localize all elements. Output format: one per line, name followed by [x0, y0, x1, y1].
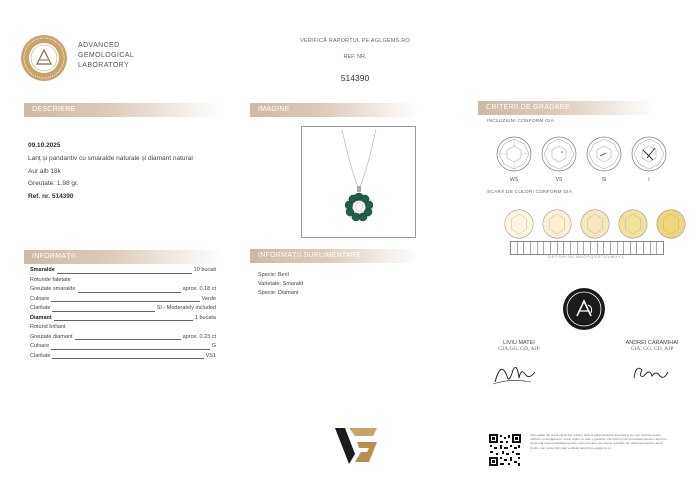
info-row	[30, 333, 216, 343]
supplementary-line: Specie: Beril	[258, 272, 289, 278]
info-value: aprox. 0.18 ct	[182, 286, 216, 292]
leader-line	[51, 349, 209, 350]
info-label: Claritate	[30, 305, 51, 311]
info-value: SI - Moderately included	[156, 305, 216, 311]
signature-icon	[628, 360, 672, 386]
info-table	[30, 266, 216, 361]
leader-line	[52, 311, 154, 312]
diamond-facet-icon	[541, 136, 577, 172]
info-row	[30, 352, 216, 362]
inclusion-vs: VS	[541, 136, 577, 183]
ref-label: REF. NR.	[343, 54, 367, 60]
color-scale-title: SCARĂ DE CULORI CONFORM GIA	[487, 190, 573, 195]
info-label: Rotund briliant	[30, 324, 66, 330]
leader-line	[51, 301, 199, 302]
info-label: Greutate smaralde	[30, 286, 76, 292]
diamond-color-icon	[656, 209, 686, 239]
section-descriere: DESCRIERE	[24, 103, 222, 117]
supplementary-line: Specie: Diamant	[258, 290, 299, 296]
info-row	[30, 342, 216, 352]
ref-value: 514390	[340, 73, 370, 83]
disclaimer-text: Informațiile din acest raport fac referire doar la piatra/bijuteria descrisă și nu sunt ofertate pentru utilizare ca angajament. Acest raport nu este o garanție. Nici AGL și nici semnatarii acestui raport nu își asumă responsabilitatea pentru orice pierdere sau daune rezultate din utilizarea acestui raport. Pentru mai multe informații verificați raportul pe aglgems.ro.	[530, 433, 667, 450]
diamond-color-icon	[580, 209, 610, 239]
inclusion-i: I	[631, 136, 667, 183]
qr-code-icon	[488, 433, 522, 467]
info-value: aprox. 0.23 ct	[182, 333, 216, 340]
color-scale-bar	[510, 241, 664, 255]
diamond-color-icon	[542, 209, 572, 239]
info-value: VS1	[205, 352, 216, 359]
info-row	[30, 295, 216, 305]
info-label: Culoare	[30, 295, 50, 302]
info-row	[30, 285, 216, 295]
diamond-facet-icon	[631, 136, 667, 172]
info-label: Rotunde fatetate	[30, 276, 71, 283]
info-value: 10 bucati	[193, 267, 216, 273]
leader-line	[78, 292, 181, 293]
inclusions-title: INCLUZIUNI CONFORM GIA	[487, 119, 555, 124]
diamond-facet-icon	[586, 136, 622, 172]
color-scale-text: D E F G H I J K L M N O P Q R S T U V W X Y Z	[548, 255, 624, 259]
supplementary-block	[258, 271, 303, 298]
info-row	[30, 314, 216, 324]
diamond-color-icon	[504, 209, 534, 239]
info-label: Smaralde	[30, 267, 55, 273]
info-value: G	[211, 343, 216, 349]
info-row	[30, 266, 216, 276]
section-suplimentare: INFORMAȚII SUPLIMENTARE	[250, 249, 418, 263]
description-block	[28, 140, 193, 204]
signature-block-2: ANDREI CARAMIHAI GIA, GG, GD, AJP	[612, 340, 692, 386]
leader-line	[57, 273, 192, 274]
inclusion-diagrams	[496, 136, 667, 183]
info-label: Claritate	[30, 352, 51, 359]
weight: Greutate: 1.98 gr.	[28, 180, 79, 188]
section-imagine: IMAGINE	[250, 103, 418, 117]
info-row	[30, 304, 216, 314]
info-label: Greutate diamant	[30, 333, 73, 340]
info-label: Diamant	[30, 314, 52, 321]
metal: Aur alb 18k	[28, 167, 61, 175]
section-criterii: CRITERII DE GRADARE	[478, 101, 656, 115]
color-diagrams	[504, 209, 686, 239]
verify-text: VERIFICĂ RAPORTUL PE AGLGEMS.RO	[300, 38, 410, 44]
info-row	[30, 323, 216, 333]
leader-line	[75, 339, 181, 340]
ref-number: Ref. nr. 514390	[28, 193, 74, 201]
info-value: Verde	[201, 295, 216, 302]
leader-line	[54, 320, 193, 321]
item-description: Lanț și pandantiv cu smaralde naturale și diamant natural	[28, 154, 193, 162]
inclusion-ws: WS	[496, 136, 532, 183]
diamond-color-icon	[618, 209, 648, 239]
info-row	[30, 276, 216, 286]
info-label: Culoare	[30, 343, 50, 349]
product-image	[301, 126, 416, 238]
section-informatii: INFORMAȚII	[24, 250, 222, 264]
lab-seal-icon	[20, 34, 68, 82]
inclusion-si: SI	[586, 136, 622, 183]
supplementary-line: Varietate: Smarald	[258, 281, 304, 287]
brand-logo-icon	[333, 424, 379, 466]
diamond-facet-icon	[496, 136, 532, 172]
agl-logo-icon	[562, 287, 606, 331]
signature-icon	[491, 358, 541, 388]
lab-name: ADVANCED GEMOLOGICAL LABORATORY	[78, 42, 135, 69]
info-value: 1 bucata	[194, 314, 216, 321]
report-date: 09.10.2025	[28, 142, 61, 149]
signature-block-1: LIVIU MATEI GIA,GG, GD, AJP	[479, 340, 559, 388]
leader-line	[52, 358, 203, 359]
